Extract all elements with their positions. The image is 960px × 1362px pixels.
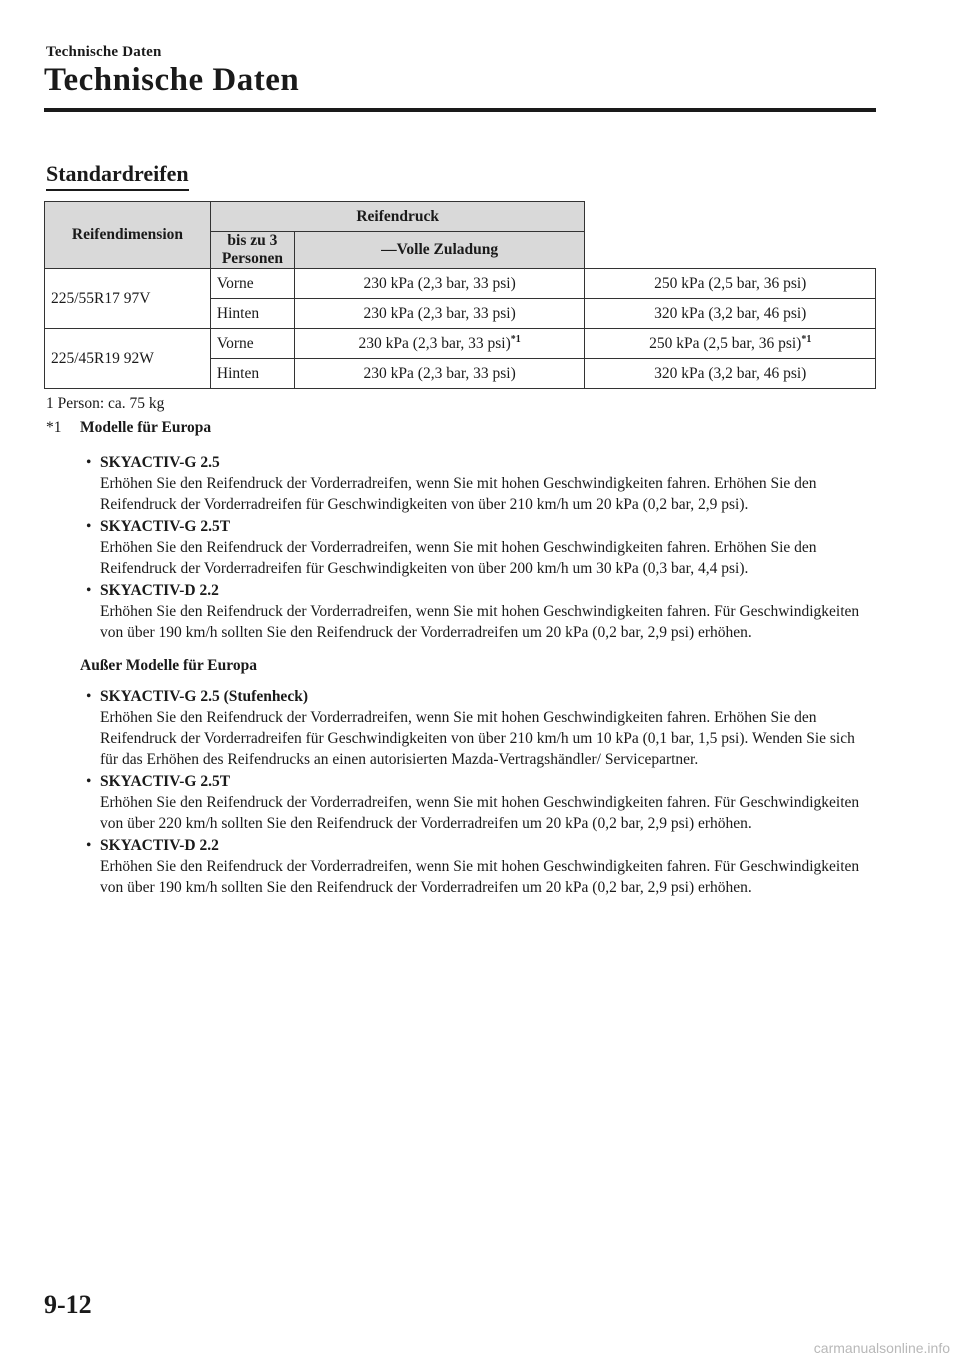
header-rule: [44, 108, 876, 112]
bullet-icon: •: [86, 582, 92, 599]
engine-text: Erhöhen Sie den Reifendruck der Vorderradreifen, wenn Sie mit hohen Geschwindigkeiten fahren. Für Geschwindigkeiten von über 190 km/h sollten Sie den Reifendruck der Vorderradreifen um 20 kPa (0,2 bar, 2,9 psi) erhöhen.: [100, 858, 860, 896]
header-full-load: —Volle Zuladung: [294, 232, 585, 269]
bullet-icon: •: [86, 837, 92, 854]
bullet-icon: •: [86, 688, 92, 705]
engine-text: Erhöhen Sie den Reifendruck der Vorderradreifen, wenn Sie mit hohen Geschwindigkeiten fahren. Erhöhen Sie den Reifendruck der Vorderradreifen für Geschwindigkeiten von über 210 km/h um 10 kPa (0,1 bar, 1,5 psi). Wenden Sie sich für das Erhöhen des Reifendrucks an einen autorisierten Mazda-Vertragshändler/ Servicepartner.: [100, 709, 855, 768]
engine-text: Erhöhen Sie den Reifendruck der Vorderradreifen, wenn Sie mit hohen Geschwindigkeiten fahren. Für Geschwindigkeiten von über 220 km/h sollten Sie den Reifendruck der Vorderradreifen um 20 kPa (0,2 bar, 2,9 psi) erhöhen.: [100, 794, 860, 832]
engine-title: SKYACTIV-G 2.5T: [100, 773, 231, 790]
list-item: [46, 580, 876, 643]
bullet-icon: •: [86, 454, 92, 471]
header-main-title: Technische Daten: [44, 62, 300, 98]
page-number: 9-12: [44, 1290, 92, 1319]
engine-title: SKYACTIV-G 2.5: [100, 454, 220, 471]
table-row: [45, 329, 876, 359]
footnote-mark: *1: [510, 333, 521, 345]
axle: Vorne: [210, 329, 294, 359]
header-pressure: Reifendruck: [210, 202, 585, 232]
footnote-mark: *1: [46, 419, 62, 436]
engine-title: SKYACTIV-G 2.5T: [100, 518, 231, 535]
pressure-3: 230 kPa (2,3 bar, 33 psi): [294, 299, 585, 329]
pressure-full: [585, 329, 876, 359]
non-europe-title: Außer Modelle für Europa: [80, 657, 257, 674]
person-note: 1 Person: ca. 75 kg: [46, 395, 165, 412]
section-title: Standardreifen: [46, 161, 189, 191]
axle: Hinten: [210, 299, 294, 329]
list-item: [46, 686, 876, 770]
header-small-title: Technische Daten: [46, 44, 162, 60]
list-item: [46, 516, 876, 579]
pressure-full: 320 kPa (3,2 bar, 46 psi): [585, 359, 876, 389]
engine-text: Erhöhen Sie den Reifendruck der Vorderradreifen, wenn Sie mit hohen Geschwindigkeiten fahren. Erhöhen Sie den Reifendruck der Vorderradreifen für Geschwindigkeiten von über 200 km/h um 30 kPa (0,3 bar, 4,4 psi).: [100, 539, 817, 577]
non-europe-list: [46, 686, 876, 898]
bullet-icon: •: [86, 773, 92, 790]
engine-title: SKYACTIV-G 2.5 (Stufenheck): [100, 688, 308, 705]
watermark: carmanualsonline.info: [813, 1340, 950, 1356]
pressure-3: 230 kPa (2,3 bar, 33 psi): [294, 269, 585, 299]
engine-text: Erhöhen Sie den Reifendruck der Vorderradreifen, wenn Sie mit hohen Geschwindigkeiten fahren. Erhöhen Sie den Reifendruck der Vorderradreifen für Geschwindigkeiten von über 210 km/h um 20 kPa (0,2 bar, 2,9 psi).: [100, 475, 817, 513]
pressure-full: 250 kPa (2,5 bar, 36 psi): [585, 269, 876, 299]
footnote-mark: *1: [801, 333, 812, 345]
engine-text: Erhöhen Sie den Reifendruck der Vorderradreifen, wenn Sie mit hohen Geschwindigkeiten fahren. Für Geschwindigkeiten von über 190 km/h sollten Sie den Reifendruck der Vorderradreifen um 20 kPa (0,2 bar, 2,9 psi) erhöhen.: [100, 603, 860, 641]
pressure-full: 320 kPa (3,2 bar, 46 psi): [585, 299, 876, 329]
pressure-value: 250 kPa (2,5 bar, 36 psi): [649, 335, 802, 353]
header-dimension: Reifendimension: [45, 202, 211, 269]
list-item: [46, 835, 876, 898]
tire-dimension: 225/45R19 92W: [45, 329, 211, 389]
list-item: [46, 452, 876, 515]
axle: Hinten: [210, 359, 294, 389]
footnote: [46, 417, 876, 438]
bullet-icon: •: [86, 518, 92, 535]
tire-pressure-table: [44, 201, 876, 389]
table-row: [45, 269, 876, 299]
notes: [46, 393, 876, 899]
footnote-title: Modelle für Europa: [80, 419, 212, 436]
engine-title: SKYACTIV-D 2.2: [100, 582, 219, 599]
engine-title: SKYACTIV-D 2.2: [100, 837, 219, 854]
europe-list: [46, 452, 876, 643]
list-item: [46, 771, 876, 834]
axle: Vorne: [210, 269, 294, 299]
pressure-3: 230 kPa (2,3 bar, 33 psi): [294, 359, 585, 389]
pressure-3: [294, 329, 585, 359]
tire-dimension: 225/55R17 97V: [45, 269, 211, 329]
pressure-value: 230 kPa (2,3 bar, 33 psi): [358, 335, 511, 353]
header-up-to-3: bis zu 3 Personen: [210, 232, 294, 269]
